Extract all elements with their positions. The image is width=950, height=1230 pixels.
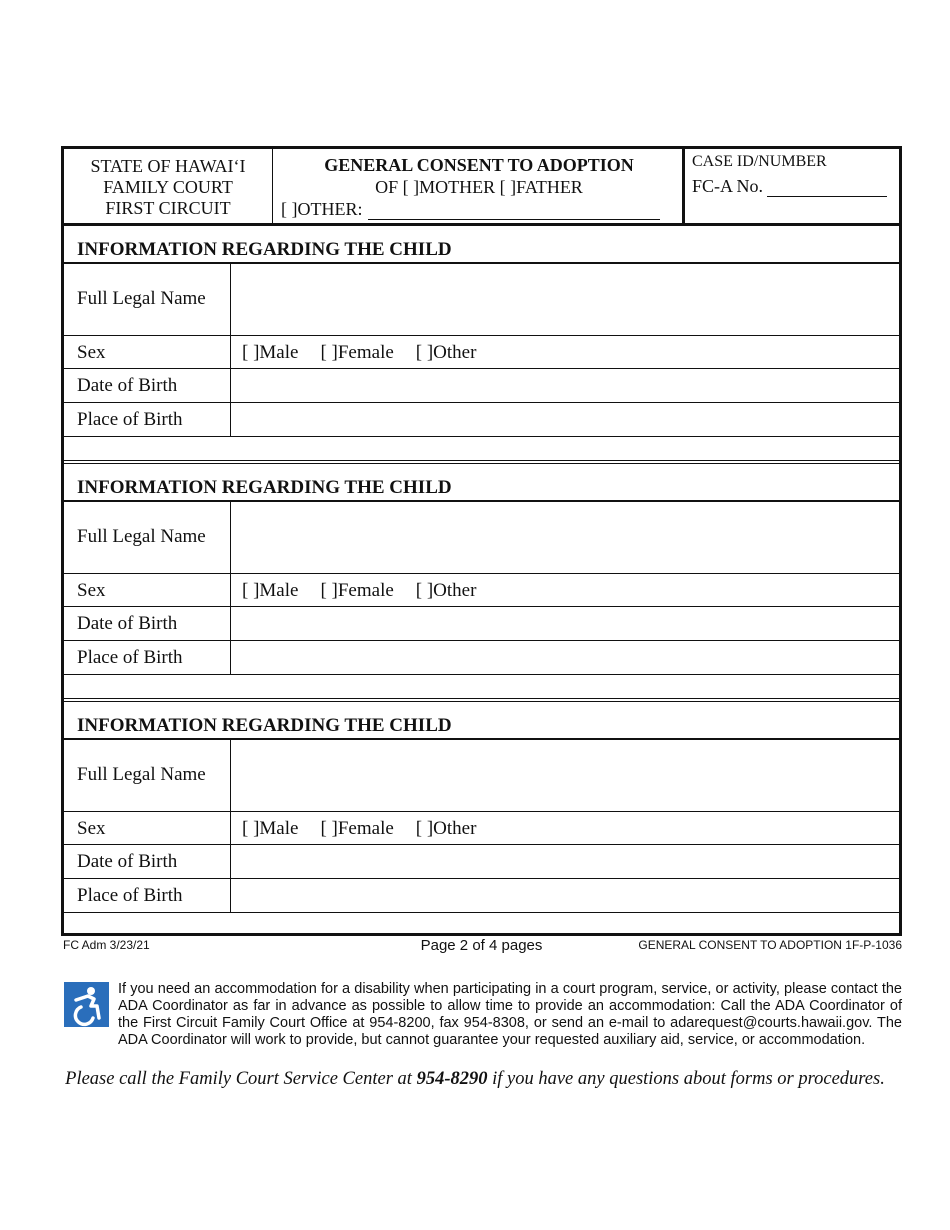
section-title: INFORMATION REGARDING THE CHILD	[77, 715, 452, 736]
service-center-note	[0, 1069, 950, 1090]
section-heading	[64, 702, 899, 740]
case-id-label: CASE ID/NUMBER	[692, 153, 827, 170]
section-title: INFORMATION REGARDING THE CHILD	[77, 239, 452, 260]
column-divider	[230, 812, 231, 844]
section-heading	[64, 226, 899, 264]
column-divider	[230, 740, 231, 811]
sex-male-checkbox[interactable]: [ ]Male	[242, 818, 299, 839]
sex-options	[242, 580, 498, 602]
service-center-phone: 954-8290	[416, 1069, 488, 1089]
other-checkbox-line[interactable]	[281, 199, 660, 220]
pob-row[interactable]	[64, 403, 899, 437]
full-name-row[interactable]	[64, 740, 899, 812]
call-pre: Please call the Family Court Service Center at	[65, 1069, 412, 1089]
dob-label: Date of Birth	[77, 851, 178, 872]
form-id: FC Adm 3/23/21	[63, 938, 150, 952]
sex-male-checkbox[interactable]: [ ]Male	[242, 342, 299, 363]
sex-options	[242, 342, 498, 364]
dob-row[interactable]	[64, 845, 899, 879]
pob-label: Place of Birth	[77, 647, 183, 668]
full-name-label: Full Legal Name	[77, 526, 206, 547]
court-circuit: FIRST CIRCUIT	[105, 198, 231, 218]
accessibility-icon	[64, 982, 109, 1027]
column-divider	[230, 369, 231, 402]
column-divider	[230, 336, 231, 368]
dob-label: Date of Birth	[77, 613, 178, 634]
column-divider	[230, 607, 231, 640]
full-name-row[interactable]	[64, 264, 899, 336]
ada-notice-text: If you need an accommodation for a disability when participating in a court program, service, or activity, please contact the ADA Coordinator as far in advance as possible to allow time to provide an accommodation: Call the ADA Coordinator of the First Circuit Family Court Office at 954-8200, fax 954-8308, or send an e-mail to adarequest@courts.hawaii.gov. The ADA Coordinator will work to provide, but cannot guarantee your requested auxiliary aid, service, or accommodation.	[118, 981, 902, 1048]
form-header	[64, 149, 899, 226]
dob-row[interactable]	[64, 607, 899, 641]
sex-row	[64, 336, 899, 369]
title-cell	[273, 149, 685, 223]
form-title: GENERAL CONSENT TO ADOPTION	[324, 155, 634, 175]
full-name-label: Full Legal Name	[77, 764, 206, 785]
sex-label: Sex	[77, 580, 106, 601]
sex-other-checkbox[interactable]: [ ]Other	[415, 580, 477, 601]
form-frame	[61, 146, 902, 936]
court-state: STATE OF HAWAI‘I	[90, 156, 246, 176]
page-number: Page 2 of 4 pages	[420, 937, 543, 954]
column-divider	[230, 403, 231, 436]
section-separator	[64, 675, 899, 702]
column-divider	[230, 879, 231, 912]
sex-row	[64, 574, 899, 607]
child-section-2	[64, 464, 899, 702]
full-name-label: Full Legal Name	[77, 288, 206, 309]
other-blank[interactable]	[368, 203, 660, 220]
sex-female-checkbox[interactable]: [ ]Female	[320, 580, 394, 601]
pob-label: Place of Birth	[77, 409, 183, 430]
call-post: if you have any questions about forms or procedures.	[492, 1069, 885, 1089]
pob-label: Place of Birth	[77, 885, 183, 906]
other-label[interactable]: [ ]OTHER:	[281, 199, 363, 219]
fca-number-field[interactable]	[692, 176, 887, 197]
sex-other-checkbox[interactable]: [ ]Other	[415, 818, 477, 839]
court-name: FAMILY COURT	[103, 177, 233, 197]
dob-label: Date of Birth	[77, 375, 178, 396]
column-divider	[230, 641, 231, 674]
case-cell	[685, 149, 899, 223]
child-section-1	[64, 226, 899, 464]
column-divider	[230, 845, 231, 878]
section-separator	[64, 437, 899, 464]
consent-of-checkboxes[interactable]: OF [ ]MOTHER [ ]FATHER	[375, 177, 583, 197]
page-footer	[61, 938, 902, 956]
section-heading	[64, 464, 899, 502]
pob-row[interactable]	[64, 879, 899, 913]
sex-female-checkbox[interactable]: [ ]Female	[320, 342, 394, 363]
column-divider	[230, 502, 231, 573]
column-divider	[230, 574, 231, 606]
section-title: INFORMATION REGARDING THE CHILD	[77, 477, 452, 498]
sex-options	[242, 818, 498, 840]
pob-row[interactable]	[64, 641, 899, 675]
column-divider	[230, 264, 231, 335]
form-name: GENERAL CONSENT TO ADOPTION 1F-P-1036	[638, 938, 902, 952]
full-name-row[interactable]	[64, 502, 899, 574]
dob-row[interactable]	[64, 369, 899, 403]
court-cell	[64, 149, 273, 223]
child-section-3	[64, 702, 899, 940]
sex-label: Sex	[77, 818, 106, 839]
sex-row	[64, 812, 899, 845]
fca-label: FC-A No.	[692, 176, 764, 196]
fca-blank[interactable]	[767, 180, 887, 197]
sex-other-checkbox[interactable]: [ ]Other	[415, 342, 477, 363]
sex-label: Sex	[77, 342, 106, 363]
sex-male-checkbox[interactable]: [ ]Male	[242, 580, 299, 601]
sex-female-checkbox[interactable]: [ ]Female	[320, 818, 394, 839]
